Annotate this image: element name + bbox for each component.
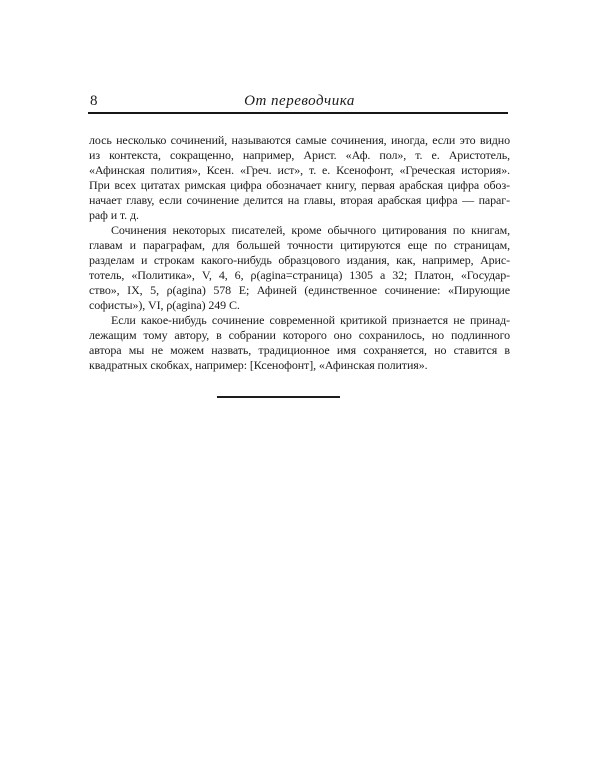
section-separator-rule [217, 396, 340, 398]
text-line: разделам и строкам какого-нибудь образцового издания, как, например, Арис- [89, 253, 510, 267]
header-rule [88, 112, 508, 114]
text-line: начает главу, если сочинение делится на главы, вторая арабская цифра — параг- [89, 193, 510, 207]
running-title: От переводчика [244, 93, 355, 109]
text-line: раф и т. д. [89, 208, 139, 222]
running-header [89, 93, 510, 111]
text-line: При всех цитатах римская цифра обозначает книгу, первая арабская цифра обоз- [89, 178, 510, 192]
page-number: 8 [90, 93, 98, 109]
text-line: лежащим тому автору, в собрании которого оно сохранилось, но подлинного [89, 328, 510, 342]
text-block [89, 133, 510, 373]
text-line: «Афинская полития», Ксен. «Греч. ист», т. е. Ксенофонт, «Греческая история». [89, 163, 510, 177]
text-line: Сочинения некоторых писателей, кроме обычного цитирования по книгам, [111, 223, 510, 237]
text-line: Если какое-нибудь сочинение современной критикой признается не принад- [111, 313, 510, 327]
text-line: лось несколько сочинений, называются самые сочинения, иногда, если это видно [89, 133, 510, 147]
text-line: софисты»), VI, ρ(agina) 249 C. [89, 298, 240, 312]
text-line: ство», IX, 5, ρ(agina) 578 E; Афиней (единственное сочинение: «Пирующие [89, 283, 510, 297]
text-line: главам и параграфам, для большей точности цитируются еще по страницам, [89, 238, 510, 252]
text-line: квадратных скобках, например: [Ксенофонт], «Афинская полития». [89, 358, 428, 372]
text-line: из контекста, сокращенно, например, Арист. «Аф. пол», т. е. Аристотель, [89, 148, 510, 162]
text-line: тотель, «Политика», V, 4, 6, ρ(agina=страница) 1305 a 32; Платон, «Государ- [89, 268, 510, 282]
text-line: автора мы не можем назвать, традиционное имя сохраняется, но ставится в [89, 343, 510, 357]
